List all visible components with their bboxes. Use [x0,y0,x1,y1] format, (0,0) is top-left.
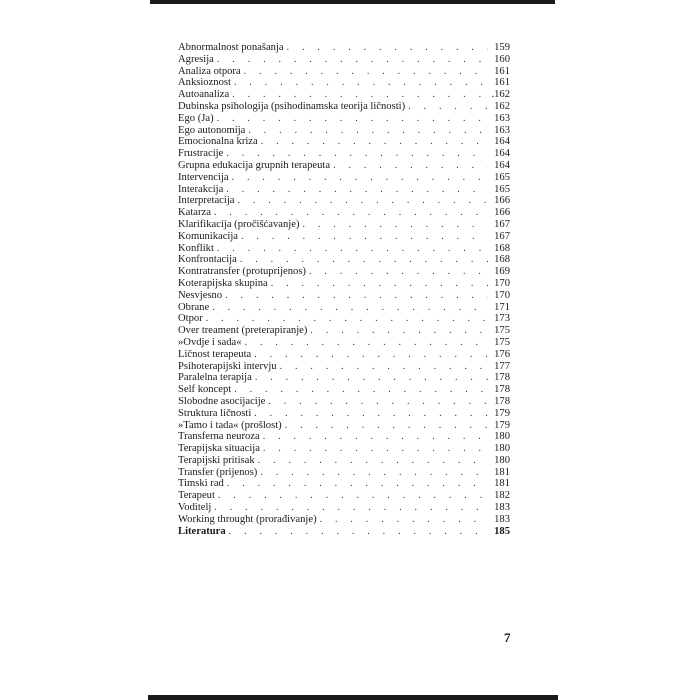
toc-dot-leader [234,77,488,89]
toc-entry [178,313,510,325]
toc-dot-leader [320,514,488,526]
toc-dot-leader [263,431,488,443]
toc-entry-title: Agresija [178,53,214,65]
toc-dot-leader [218,490,488,502]
toc-entry-title: »Tamo i tada« (prošlost) [178,419,282,431]
toc-entry-page: 165 [494,183,510,195]
toc-entry-page: 175 [494,336,510,348]
toc-dot-leader [212,302,488,314]
toc-entry-title: Dubinska psihologija (psihodinamska teorija ličnosti) [178,100,406,112]
toc-entry-title: Slobodne asocijacije [178,395,266,407]
toc-entry [178,66,510,78]
toc-dot-leader [258,455,488,467]
toc-entry-title: »Ovdje i sada« [178,336,242,348]
toc-entry-page: 159 [494,42,510,53]
toc-entry [178,325,510,337]
toc-entry [178,478,510,490]
toc-dot-leader [245,337,488,349]
toc-entry [178,89,510,101]
toc-entry-page: .162 [491,89,510,101]
toc-entry-page: 177 [494,360,510,372]
toc-dot-leader [227,478,488,490]
toc-dot-leader [226,184,488,196]
toc-entry [178,101,510,113]
toc-entry-title: Katarza [178,207,211,219]
toc-entry-title: Terapijski pritisak [178,454,255,466]
toc-dot-leader [255,372,488,384]
toc-entry-page: 178 [494,372,510,384]
toc-entry-title: Anksioznost [178,77,231,89]
toc-entry [178,443,510,455]
toc-entry [178,431,510,443]
toc-dot-leader [214,207,488,219]
toc-entry [178,195,510,207]
toc-dot-leader [261,136,488,148]
toc-entry-title: Psihoterapijski intervju [178,360,277,372]
toc-entry-page: 179 [494,407,510,419]
toc-entry [178,172,510,184]
toc-entry-page: 164 [494,136,510,148]
toc-entry [178,207,510,219]
toc-entry-title: Paralelna terapija [178,372,252,384]
toc-entry-page: 180 [494,454,510,466]
scan-edge-top [150,0,555,4]
toc-entry [178,361,510,373]
toc-dot-leader [280,361,488,373]
toc-entry-page: 168 [494,242,510,254]
toc-entry-title: Ego (Ja) [178,112,214,124]
toc-entry-title: Interakcija [178,183,224,195]
toc-entry [178,54,510,66]
toc-entry [178,337,510,349]
toc-dot-leader [217,243,488,255]
toc-entry-title: Frustracije [178,148,224,160]
toc-entry [178,408,510,420]
toc-entry-page: 173 [494,313,510,325]
toc-entry-title: Obrane [178,301,210,313]
toc-entry-page: 183 [494,513,510,525]
toc-entry-page: 166 [494,195,510,207]
toc-entry [178,113,510,125]
toc-dot-leader [240,254,488,266]
toc-entry-page: 167 [494,230,510,242]
toc-entry [178,384,510,396]
toc-dot-leader [241,231,488,243]
toc-entry-page: 178 [494,384,510,396]
toc-dot-leader [229,526,488,538]
toc-entry-title: Transferna neuroza [178,431,260,443]
toc-entry-page: 164 [494,148,510,160]
toc-dot-leader [254,349,488,361]
toc-entry-page: 181 [494,478,510,490]
toc-entry-page: 176 [494,348,510,360]
toc-entry [178,77,510,89]
toc-entry-page: 170 [494,289,510,301]
toc-entry [178,372,510,384]
toc-dot-leader [254,408,488,420]
toc-entry-title: Literatura [178,525,226,537]
toc-dot-leader [309,266,488,278]
toc-entry [178,467,510,479]
toc-entry [178,420,510,432]
toc-entry-title: Klarifikacija (pročišćavanje) [178,218,300,230]
toc-entry-page: 180 [494,443,510,455]
toc-entry-title: Ego autonomija [178,124,246,136]
toc-entry-title: Abnormalnost ponašanja [178,42,284,53]
toc-dot-leader [285,420,488,432]
toc-entry-title: Autoanaliza [178,89,230,101]
toc-dot-leader [408,101,488,113]
toc-entry-page: 170 [494,277,510,289]
toc-dot-leader [287,42,488,54]
toc-entry-title: Konfrontacija [178,254,237,266]
toc-entry-title: Self koncept [178,384,232,396]
toc-entry [178,526,510,538]
toc-entry-page: 169 [494,266,510,278]
toc-entry-title: Nesvjesno [178,289,223,301]
toc-entry-title: Emocionalna kriza [178,136,258,148]
toc-entry-page: 162 [494,100,510,112]
toc-dot-leader [214,502,488,514]
toc-dot-leader [248,125,488,137]
toc-entry [178,290,510,302]
toc-entry-page: 165 [494,171,510,183]
toc-dot-leader [234,384,488,396]
toc-entry-page: 178 [494,395,510,407]
toc-entry-title: Timski rad [178,478,224,490]
toc-entry [178,136,510,148]
toc-entry-page: 160 [494,53,510,65]
toc-entry-title: Koterapijska skupina [178,277,268,289]
page-number: 7 [504,630,511,645]
toc-entry-page: 163 [494,112,510,124]
toc-dot-leader [271,278,488,290]
toc-entry [178,219,510,231]
toc-entry-title: Otpor [178,313,203,325]
toc-dot-leader [268,396,488,408]
toc-entry [178,184,510,196]
toc-entry-title: Grupna edukacija grupnih terapeuta [178,159,331,171]
toc-dot-leader [206,313,488,325]
toc-entry-title: Over treament (preterapiranje) [178,325,308,337]
toc-entry-page: 182 [494,490,510,502]
toc-dot-leader [232,89,488,101]
toc-entry-title: Kontratransfer (protuprijenos) [178,266,306,278]
toc-entry [178,278,510,290]
toc-entry-title: Ličnost terapeuta [178,348,252,360]
toc-dot-leader [226,148,488,160]
toc-entry [178,302,510,314]
toc-entry-title: Konflikt [178,242,214,254]
toc-entry-page: 163 [494,124,510,136]
toc-entry-title: Terapeut [178,490,215,502]
toc-entry [178,148,510,160]
toc-entry-title: Working throught (prorađivanje) [178,513,317,525]
toc-entry-page: 167 [494,218,510,230]
toc-entry-title: Struktura ličnosti [178,407,252,419]
toc-entry-title: Komunikacija [178,230,239,242]
toc-entry-page: 179 [494,419,510,431]
toc-entry [178,266,510,278]
toc-entry [178,349,510,361]
toc-entry-title: Terapijska situacija [178,443,260,455]
toc-entry [178,514,510,526]
toc-dot-leader [260,467,488,479]
toc-entry [178,490,510,502]
toc-entry-title: Voditelj [178,502,212,514]
table-of-contents [178,42,510,537]
toc-dot-leader [217,113,488,125]
toc-entry-page: 185 [494,525,510,537]
toc-entry-page: 181 [494,466,510,478]
toc-entry-page: 166 [494,207,510,219]
toc-entry [178,160,510,172]
toc-entry-page: 161 [494,65,510,77]
toc-dot-leader [310,325,488,337]
toc-entry-page: 164 [494,159,510,171]
toc-entry-page: 180 [494,431,510,443]
toc-entry-page: 175 [494,325,510,337]
toc-entry [178,42,510,54]
scan-edge-bottom [148,695,558,700]
toc-entry [178,231,510,243]
toc-dot-leader [244,66,488,78]
toc-entry-title: Analiza otpora [178,65,241,77]
toc-entry-page: 168 [494,254,510,266]
toc-entry-title: Transfer (prijenos) [178,466,258,478]
toc-entry [178,396,510,408]
toc-entry [178,455,510,467]
toc-entry [178,502,510,514]
toc-dot-leader [232,172,488,184]
toc-dot-leader [333,160,488,172]
toc-entry-title: Interpretacija [178,195,235,207]
toc-dot-leader [217,54,488,66]
toc-entry [178,254,510,266]
toc-dot-leader [237,195,488,207]
toc-dot-leader [225,290,488,302]
toc-entry-page: 183 [494,502,510,514]
toc-entry [178,125,510,137]
toc-entry [178,243,510,255]
toc-entry-page: 161 [494,77,510,89]
toc-dot-leader [302,219,488,231]
toc-entry-page: 171 [494,301,510,313]
toc-entry-title: Intervencija [178,171,229,183]
toc-dot-leader [263,443,488,455]
